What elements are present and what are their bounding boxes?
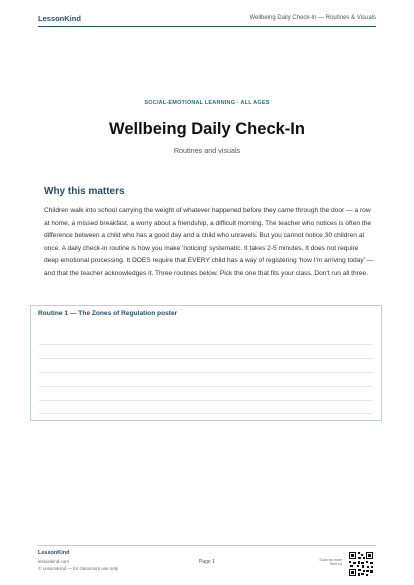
write-line <box>39 413 373 414</box>
page-title: Wellbeing Daily Check-In <box>109 120 305 138</box>
write-line <box>39 344 373 345</box>
write-line <box>39 358 373 359</box>
header-document-title: Wellbeing Daily Check-In — Routines & Visuals <box>249 15 376 21</box>
footer-brand: LessonKind <box>38 550 70 556</box>
page-number: Page 1 <box>199 559 215 565</box>
qr-code-icon[interactable] <box>348 551 374 577</box>
category-kicker: SOCIAL-EMOTIONAL LEARNING · ALL AGES <box>144 100 270 106</box>
header-divider <box>38 26 376 27</box>
footer-divider <box>38 545 376 546</box>
routine-box <box>30 305 382 421</box>
write-line <box>39 400 373 401</box>
page-subtitle: Routines and visuals <box>173 146 241 155</box>
footer-copyright: © LessonKind — for classroom use only <box>38 566 119 571</box>
write-line <box>39 372 373 373</box>
section-body: Children walk into school carrying the weight of whatever happened before they came through the door — a row at home, a missed breakfast, a worry about a friendship, a difficult morning. The teacher who notices is often the difference between a child who has a good day and a child who unravels. But you cannot notice 30 children at once. A daily check-in routine is how you make 'noticing' systematic. It takes 2-5 minutes. It does not require deep emotional processing. It DOES require that EVERY child has a way of registering 'how I'm arriving today' — and that the teacher acknowledges it. Three routines below. Pick the one that fits your class. Don't run all three. <box>44 207 374 277</box>
footer-url[interactable]: lessonkind.com <box>38 559 70 564</box>
section-heading: Why this matters <box>44 186 125 197</box>
page-header <box>0 0 414 30</box>
brand-logo-text[interactable]: LessonKind <box>38 14 81 23</box>
write-line <box>39 386 373 387</box>
scan-caption: Scan for more from us <box>319 558 342 567</box>
routine-title: Routine 1 — The Zones of Regulation poster <box>38 310 178 317</box>
